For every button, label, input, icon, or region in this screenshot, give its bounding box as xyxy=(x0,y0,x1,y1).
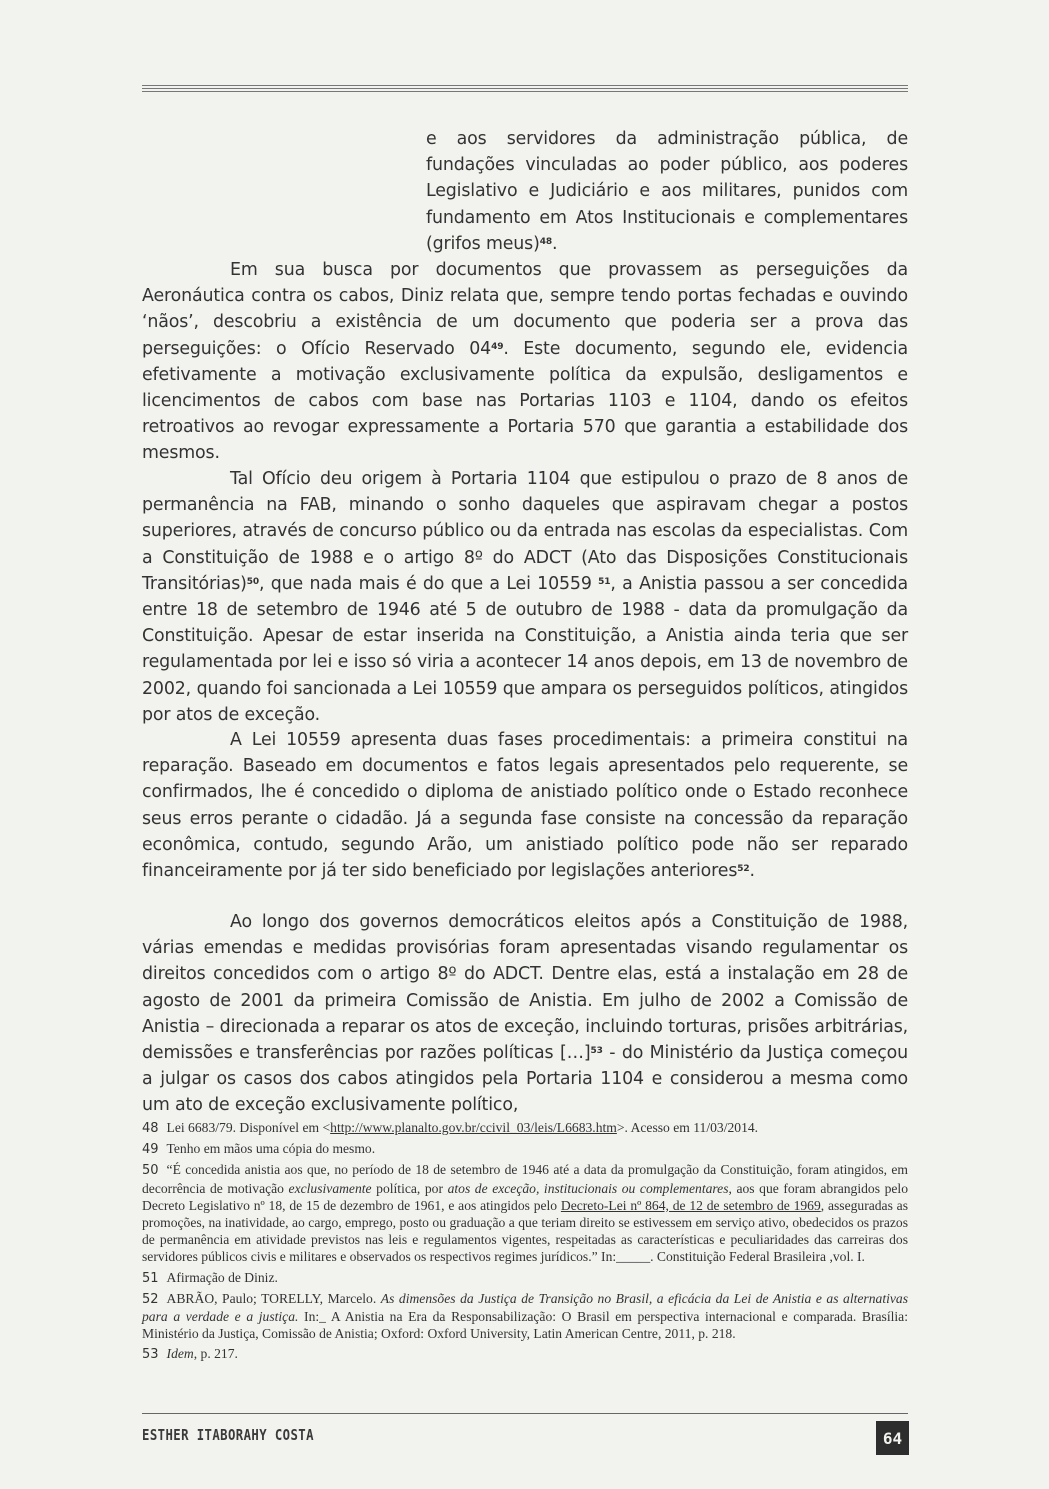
paragraph-4-text-b: - do Ministério da Justiça começou a julgar os casos dos cabos atingidos pela Portaria 1104 e considerou a mesma como um ato de exceção exclusivamente político, xyxy=(142,1043,908,1116)
footnote-51 xyxy=(142,1269,908,1287)
footnote-50-text-a: “É concedida anistia aos que, no período de 18 de setembro de 1946 até a data da promulgação da Constituição, foram atingidos, em decorrência de motivação xyxy=(142,1162,908,1196)
footnote-49 xyxy=(142,1140,908,1158)
footnote-50-text-b: política, por xyxy=(371,1180,448,1196)
paragraph-4-text-a: Ao longo dos governos democráticos eleitos após a Constituição de 1988, várias emendas e medidas provisórias foram apresentadas visando regulamentar os direitos concedidos com o artigo 8º do ADCT. Dentre elas, está a instalação em 28 de agosto de 2001 da primeira Comissão de Anistia. Em julho de 2002 a Comissão de Anistia – direcionada a reparar os atos de exceção, incluindo torturas, prisões arbitrárias, demissões e transferências por razões políticas […] xyxy=(142,912,908,1064)
footnote-48-text-a: Lei 6683/79. Disponível em < xyxy=(166,1120,331,1135)
footnote-53-italic: Idem xyxy=(166,1346,194,1362)
header-rule-3 xyxy=(142,91,908,92)
footnote-ref-51[interactable]: 51 xyxy=(598,576,611,587)
paragraph-2-text-b: , que nada mais é do que a Lei 10559 xyxy=(259,573,599,594)
planalto-link[interactable]: http://www.planalto.gov.br/ccivil_03/leis/L6683.htm xyxy=(330,1120,617,1135)
footnote-53 xyxy=(142,1345,908,1363)
footnote-50 xyxy=(142,1161,908,1265)
footnotes xyxy=(142,1119,908,1367)
footnote-49-text: Tenho em mãos uma cópia do mesmo. xyxy=(166,1141,376,1157)
decreto-link[interactable]: Decreto-Lei nº 864, de 12 de setembro de 1969 xyxy=(560,1197,821,1213)
paragraph-4 xyxy=(142,909,908,1119)
footnote-number: 53 xyxy=(142,1347,159,1363)
paragraph-2-text-c: , a Anistia passou a ser concedida entre 18 de setembro de 1946 até 5 de outubro de 1988 - data da promulgação da Constituição. Apesar de estar inserida na Constituição, a Anistia ainda teria que ser regulamentada por lei e isso só viria a acontecer 14 anos depois, em 13 de novembro de 2002, quando foi sancionada a Lei 10559 que ampara os perseguidos políticos, atingidos por atos de exceção. xyxy=(142,573,908,725)
footnote-48 xyxy=(142,1119,908,1137)
paragraph-3 xyxy=(142,727,908,884)
footnote-number: 48 xyxy=(142,1121,159,1136)
footnote-52-text-a: ABRÃO, Paulo; TORELLY, Marcelo. xyxy=(166,1290,381,1306)
page-number: 64 xyxy=(876,1421,909,1455)
header-rule-1 xyxy=(142,85,908,86)
block-quote xyxy=(426,126,908,257)
footnote-52 xyxy=(142,1290,908,1343)
paragraph-2 xyxy=(142,466,908,728)
footnote-number: 49 xyxy=(142,1142,159,1158)
footnote-ref-53[interactable]: 53 xyxy=(590,1046,603,1057)
quote-end: . xyxy=(551,233,558,254)
footnote-50-text-c: , aos que foram abrangidos pelo Decreto Legislativo nº 18, de 15 de dezembro de 1961, e aos atingidos pelo xyxy=(142,1180,908,1213)
quote-text: e aos servidores da administração pública, de fundações vinculadas ao poder público, aos poderes Legislativo e Judiciário e aos militares, punidos com fundamento em Atos Institucionais e complementares (grifos meus) xyxy=(426,129,908,254)
author-name: ESTHER ITABORAHY COSTA xyxy=(142,1426,314,1444)
paragraph-1 xyxy=(142,257,908,467)
paragraph-3-text-a: A Lei 10559 apresenta duas fases procedimentais: a primeira constitui na reparação. Baseado em documentos e fatos legais apresentados pelo requerente, se confirmados, lhe é concedido o diploma de anistiado político onde o Estado reconhece seus erros perante o cidadão. Já a segunda fase consiste na concessão da reparação econômica, contudo, segundo Arão, um anistiado político pode não ser reparado financeiramente por já ter sido beneficiado por legislações anteriores xyxy=(142,730,908,882)
header-rule-2 xyxy=(142,88,908,89)
footnote-number: 50 xyxy=(142,1163,159,1179)
paragraph-3-text-b: . xyxy=(749,861,755,882)
footnote-52-text-b: In:_ A Anistia na Era da Responsabilização: O Brasil em perspectiva internacional e comparada. Brasília: Ministério da Justiça, Comissão de Anistia; Oxford: Oxford University, Latin American Centre, 2011, p. 218. xyxy=(142,1309,908,1342)
footnote-50-italic-2: atos de exceção, institucionais ou complementares xyxy=(447,1180,729,1196)
footnote-51-text: Afirmação de Diniz. xyxy=(166,1269,278,1285)
footnote-52-italic: As dimensões da Justiça de Transição no Brasil, a eficácia da Lei de Anistia e as alternativas para a verdade e a justiça. xyxy=(142,1290,908,1325)
paragraph-1-text-b: . Este documento, segundo ele, evidencia efetivamente a motivação exclusivamente política da expulsão, desligamentos e licencimentos de cabos com base nas Portarias 1103 e 1104, dando os efeitos retroativos ao revogar expressamente a Portaria 570 que garantia a estabilidade dos mesmos. xyxy=(142,338,908,464)
footnote-50-italic-1: exclusivamente xyxy=(288,1180,372,1196)
footnote-number: 51 xyxy=(142,1270,159,1286)
footer-rule xyxy=(142,1413,908,1414)
footnote-ref-50[interactable]: 50 xyxy=(246,576,260,587)
footnote-48-text-b: >. Acesso em 11/03/2014. xyxy=(616,1120,759,1135)
paragraph-1-text-a: Em sua busca por documentos que provassem as perseguições da Aeronáutica contra os cabos, Diniz relata que, sempre tendo portas fechadas e ouvindo ‘nãos’, descobriu a existência de um documento que poderia ser a prova das perseguições: o Ofício Reservado 04 xyxy=(142,260,908,359)
footnote-ref-48[interactable]: 48 xyxy=(539,236,552,247)
footnote-ref-49[interactable]: 49 xyxy=(491,341,504,352)
footnote-number: 52 xyxy=(142,1291,159,1307)
paragraph-2-text-a: Tal Ofício deu origem à Portaria 1104 que estipulou o prazo de 8 anos de permanência na FAB, minando o sonho daqueles que aspiravam chegar a postos superiores, através de concurso público ou da entrada nas escolas da especialistas. Com a Constituição de 1988 e o artigo 8º do ADCT (Ato das Disposições Constitucionais Transitórias) xyxy=(142,469,908,594)
footnote-50-text-d: , asseguradas as promoções, na inatividade, ao cargo, emprego, posto ou graduação a que teriam direito se estivessem em serviço ativo, obedecidos os prazos de permanência em atividade previstos nas leis e regulamentos vigentes, respeitadas as características e peculiaridades das carreiras dos servidores públicos civis e militares e observados os respectivos regimes jurídicos.” In:_____. Constituição Federal Brasileira ,vol. I. xyxy=(142,1197,908,1265)
footnote-ref-52[interactable]: 52 xyxy=(737,864,750,875)
footnote-53-text: , p. 217. xyxy=(193,1346,238,1362)
